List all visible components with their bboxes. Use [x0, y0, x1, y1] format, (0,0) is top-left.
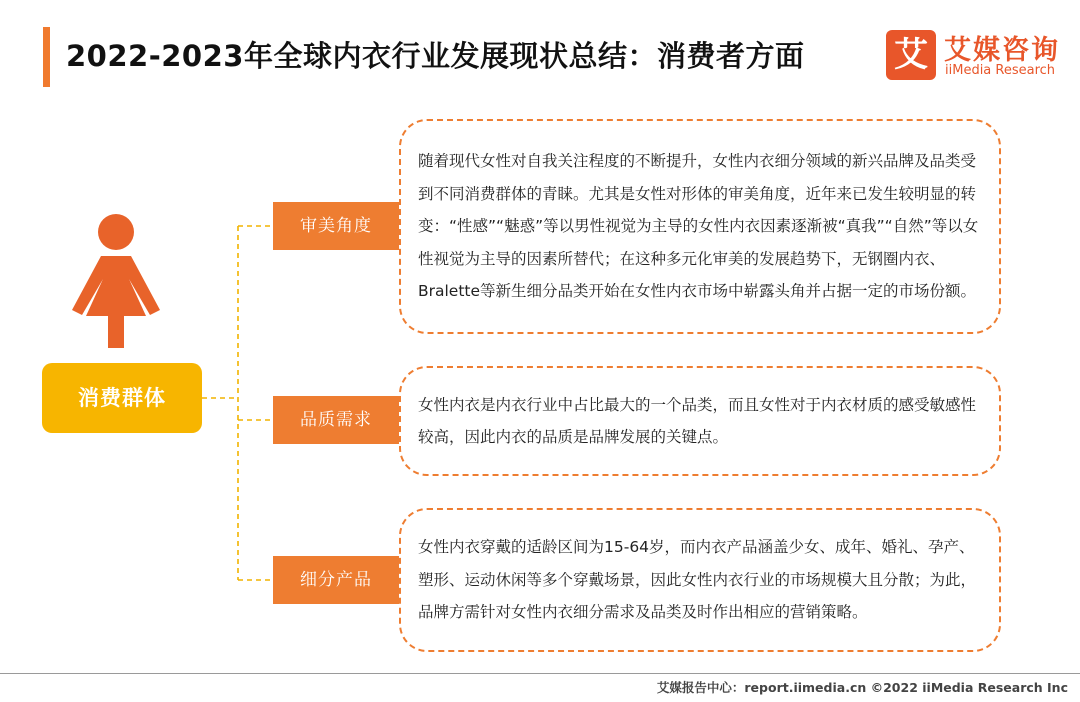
logo-mark: 艾 — [886, 30, 936, 80]
page-title: 2022-2023年全球内衣行业发展现状总结：消费者方面 — [66, 39, 805, 73]
logo-name-en: iiMedia Research — [945, 63, 1056, 78]
logo-name-cn: 艾媒咨询 — [944, 35, 1060, 66]
branch-desc-segment-text: 女性内衣穿戴的适龄区间为15-64岁，而内衣产品涵盖少女、成年、婚礼、孕产、塑形、运动休闲等多个穿戴场景，因此女性内衣行业的市场规模大且分散；为此，品牌方需针对女性内衣细分需求及品类及时作出相应的营销策略。 — [418, 538, 977, 622]
branch-desc-quality — [399, 366, 1001, 476]
branch-tag-segment: 细分产品 — [273, 556, 399, 604]
branch-desc-segment — [399, 508, 1001, 652]
root-node-consumer-group: 消费群体 — [42, 363, 202, 433]
branch-tag-aesthetic: 审美角度 — [273, 202, 399, 250]
footer-divider — [0, 673, 1080, 674]
branch-desc-quality-text: 女性内衣是内衣行业中占比最大的一个品类，而且女性对于内衣材质的感受敏感性较高，因此内衣的品质是品牌发展的关键点。 — [418, 395, 977, 446]
footer-source: 艾媒报告中心：report.iimedia.cn ©2022 iiMedia Research Inc — [656, 680, 1068, 695]
woman-icon — [66, 212, 166, 350]
branch-desc-aesthetic-text: 随着现代女性对自我关注程度的不断提升，女性内衣细分领域的新兴品牌及品类受到不同消费群体的青睐。尤其是女性对形体的审美角度，近年来已发生较明显的转变：“性感”“魅惑”等以男性视觉为主导的女性内衣因素逐渐被“真我”“自然”等以女性视觉为主导的因素所替代；在这种多元化审美的发展趋势下，无钢圈内衣、Bralette等新生细分品类开始在女性内衣市场中崭露头角并占据一定的市场份额。 — [418, 152, 979, 301]
branch-tag-quality: 品质需求 — [273, 396, 399, 444]
branch-desc-aesthetic — [399, 119, 1001, 334]
